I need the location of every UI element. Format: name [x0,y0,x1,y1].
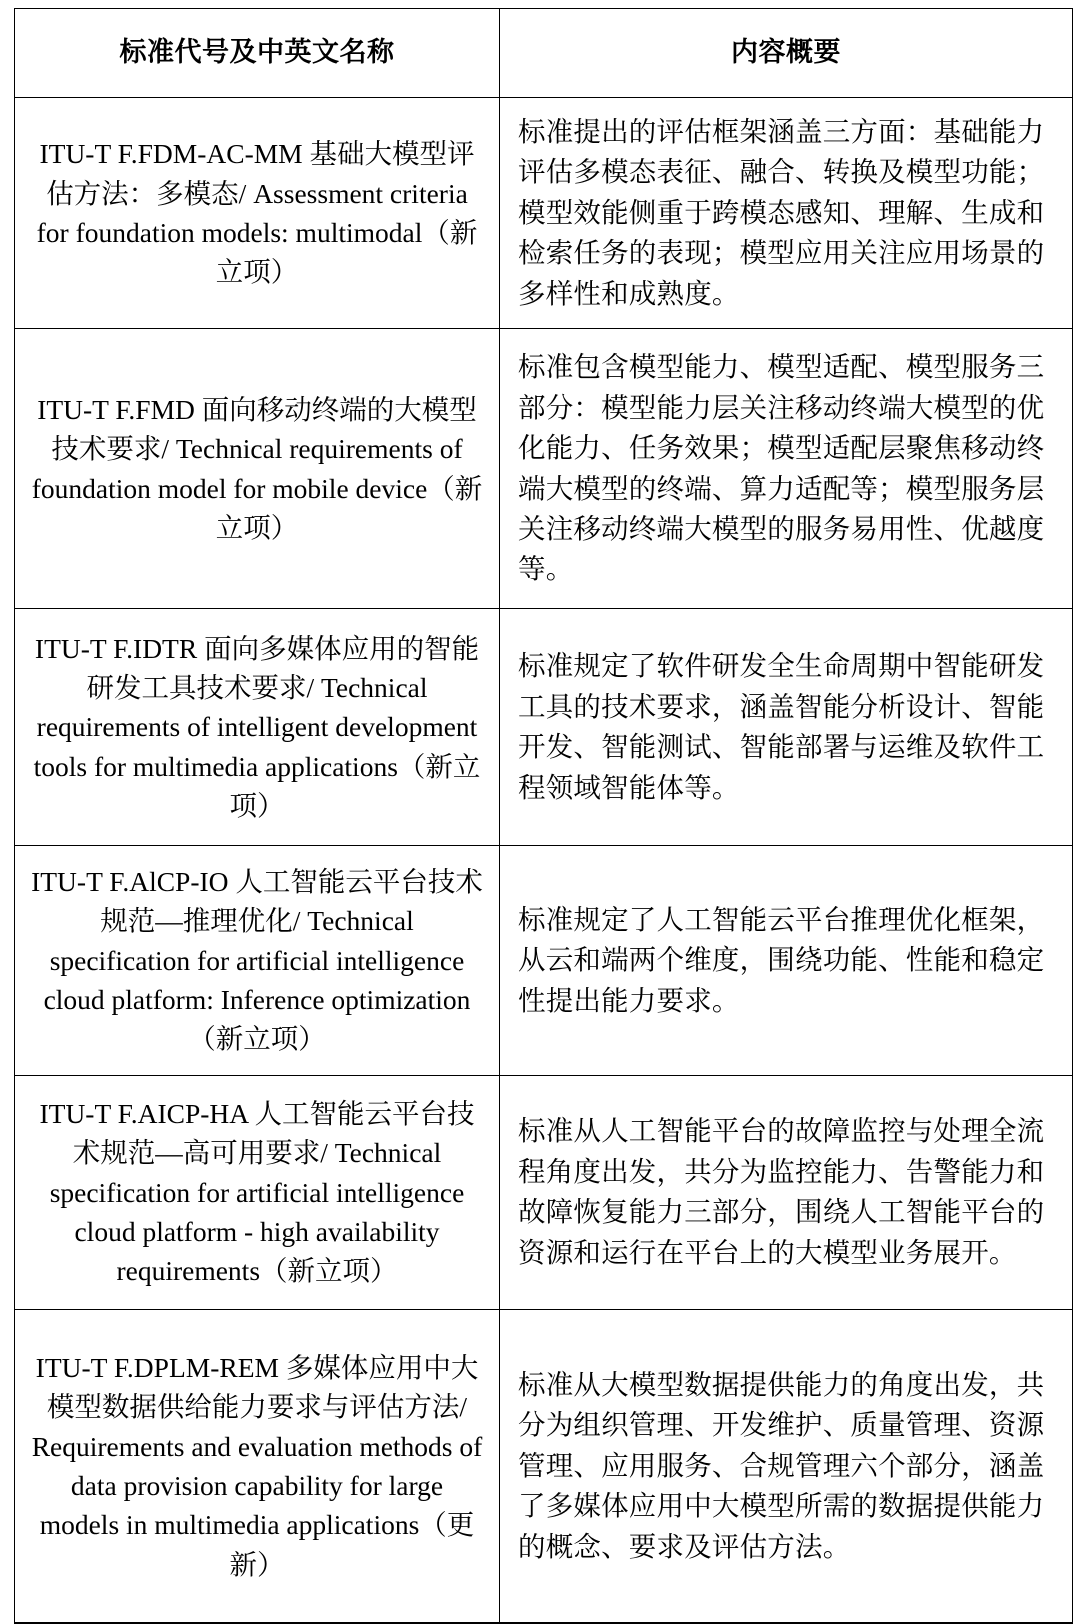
standard-name-text: ITU-T F.FMD 面向移动终端的大模型技术要求/ Technical requirements of foundation model for mobile device（新立项） [31,393,483,543]
table-body [15,98,1073,1624]
standard-name-text: ITU-T F.IDTR 面向多媒体应用的智能研发工具技术要求/ Technical requirements of intelligent development tools for multimedia applications（新立项） [33,632,481,822]
standard-name-text: ITU-T F.FDM-AC-MM 基础大模型评估方法：多模态/ Assessment criteria for foundation models: multimodal（新立项） [36,138,478,288]
cell-summary [500,1075,1073,1309]
cell-standard-name [15,1309,500,1623]
column-header-summary [500,9,1073,98]
column-header-standard-name [15,9,500,98]
summary-text: 标准从大模型数据提供能力的角度出发，共分为组织管理、开发维护、质量管理、资源管理、应用服务、合规管理六个部分，涵盖了多媒体应用中大模型所需的数据提供能力的概念、要求及评估方法。 [518,1368,1045,1562]
cell-summary [500,98,1073,329]
cell-summary [500,1309,1073,1623]
standards-table [14,8,1073,1624]
column-header-summary-label: 内容概要 [731,36,841,68]
summary-text: 标准规定了软件研发全生命周期中智能研发工具的技术要求，涵盖智能分析设计、智能开发、智能测试、智能部署与运维及软件工程领域智能体等。 [518,650,1045,803]
cell-standard-name [15,98,500,329]
cell-standard-name [15,846,500,1076]
cell-summary [500,846,1073,1076]
summary-text: 标准规定了人工智能云平台推理优化框架，从云和端两个维度，围绕功能、性能和稳定性提出能力要求。 [518,903,1045,1016]
table-row [15,846,1073,1076]
table-row [15,98,1073,329]
cell-summary [500,329,1073,609]
table-row [15,1309,1073,1623]
cell-standard-name [15,329,500,609]
cell-summary [500,609,1073,846]
standard-name-text: ITU-T F.AICP-HA 人工智能云平台技术规范—高可用要求/ Technical specification for artificial intelligence cloud platform - high availability requirements（新立项） [39,1097,475,1287]
column-header-standard-name-label: 标准代号及中英文名称 [119,36,395,68]
table-row [15,1075,1073,1309]
summary-text: 标准从人工智能平台的故障监控与处理全流程角度出发，共分为监控能力、告警能力和故障恢复能力三部分，围绕人工智能平台的资源和运行在平台上的大模型业务展开。 [518,1115,1045,1268]
summary-text: 标准提出的评估框架涵盖三方面：基础能力评估多模态表征、融合、转换及模型功能；模型效能侧重于跨模态感知、理解、生成和检索任务的表现；模型应用关注应用场景的多样性和成熟度。 [518,116,1045,309]
standard-name-text: ITU-T F.AlCP-IO 人工智能云平台技术规范—推理优化/ Technical specification for artificial intelligence cloud platform: Inference optimization（新立项） [31,866,483,1055]
header-row [15,9,1073,98]
cell-standard-name [15,1075,500,1309]
table-row [15,609,1073,846]
standard-name-text: ITU-T F.DPLM-REM 多媒体应用中大模型数据供给能力要求与评估方法/ Requirements and evaluation methods of data provision capability for large models in multimedia applications（更新） [31,1351,483,1580]
cell-standard-name [15,609,500,846]
summary-text: 标准包含模型能力、模型适配、模型服务三部分：模型能力层关注移动终端大模型的优化能力、任务效果；模型适配层聚焦移动终端大模型的终端、算力适配等；模型服务层关注移动终端大模型的服务易用性、优越度等。 [518,351,1045,585]
table-header [15,9,1073,98]
table-row [15,329,1073,609]
